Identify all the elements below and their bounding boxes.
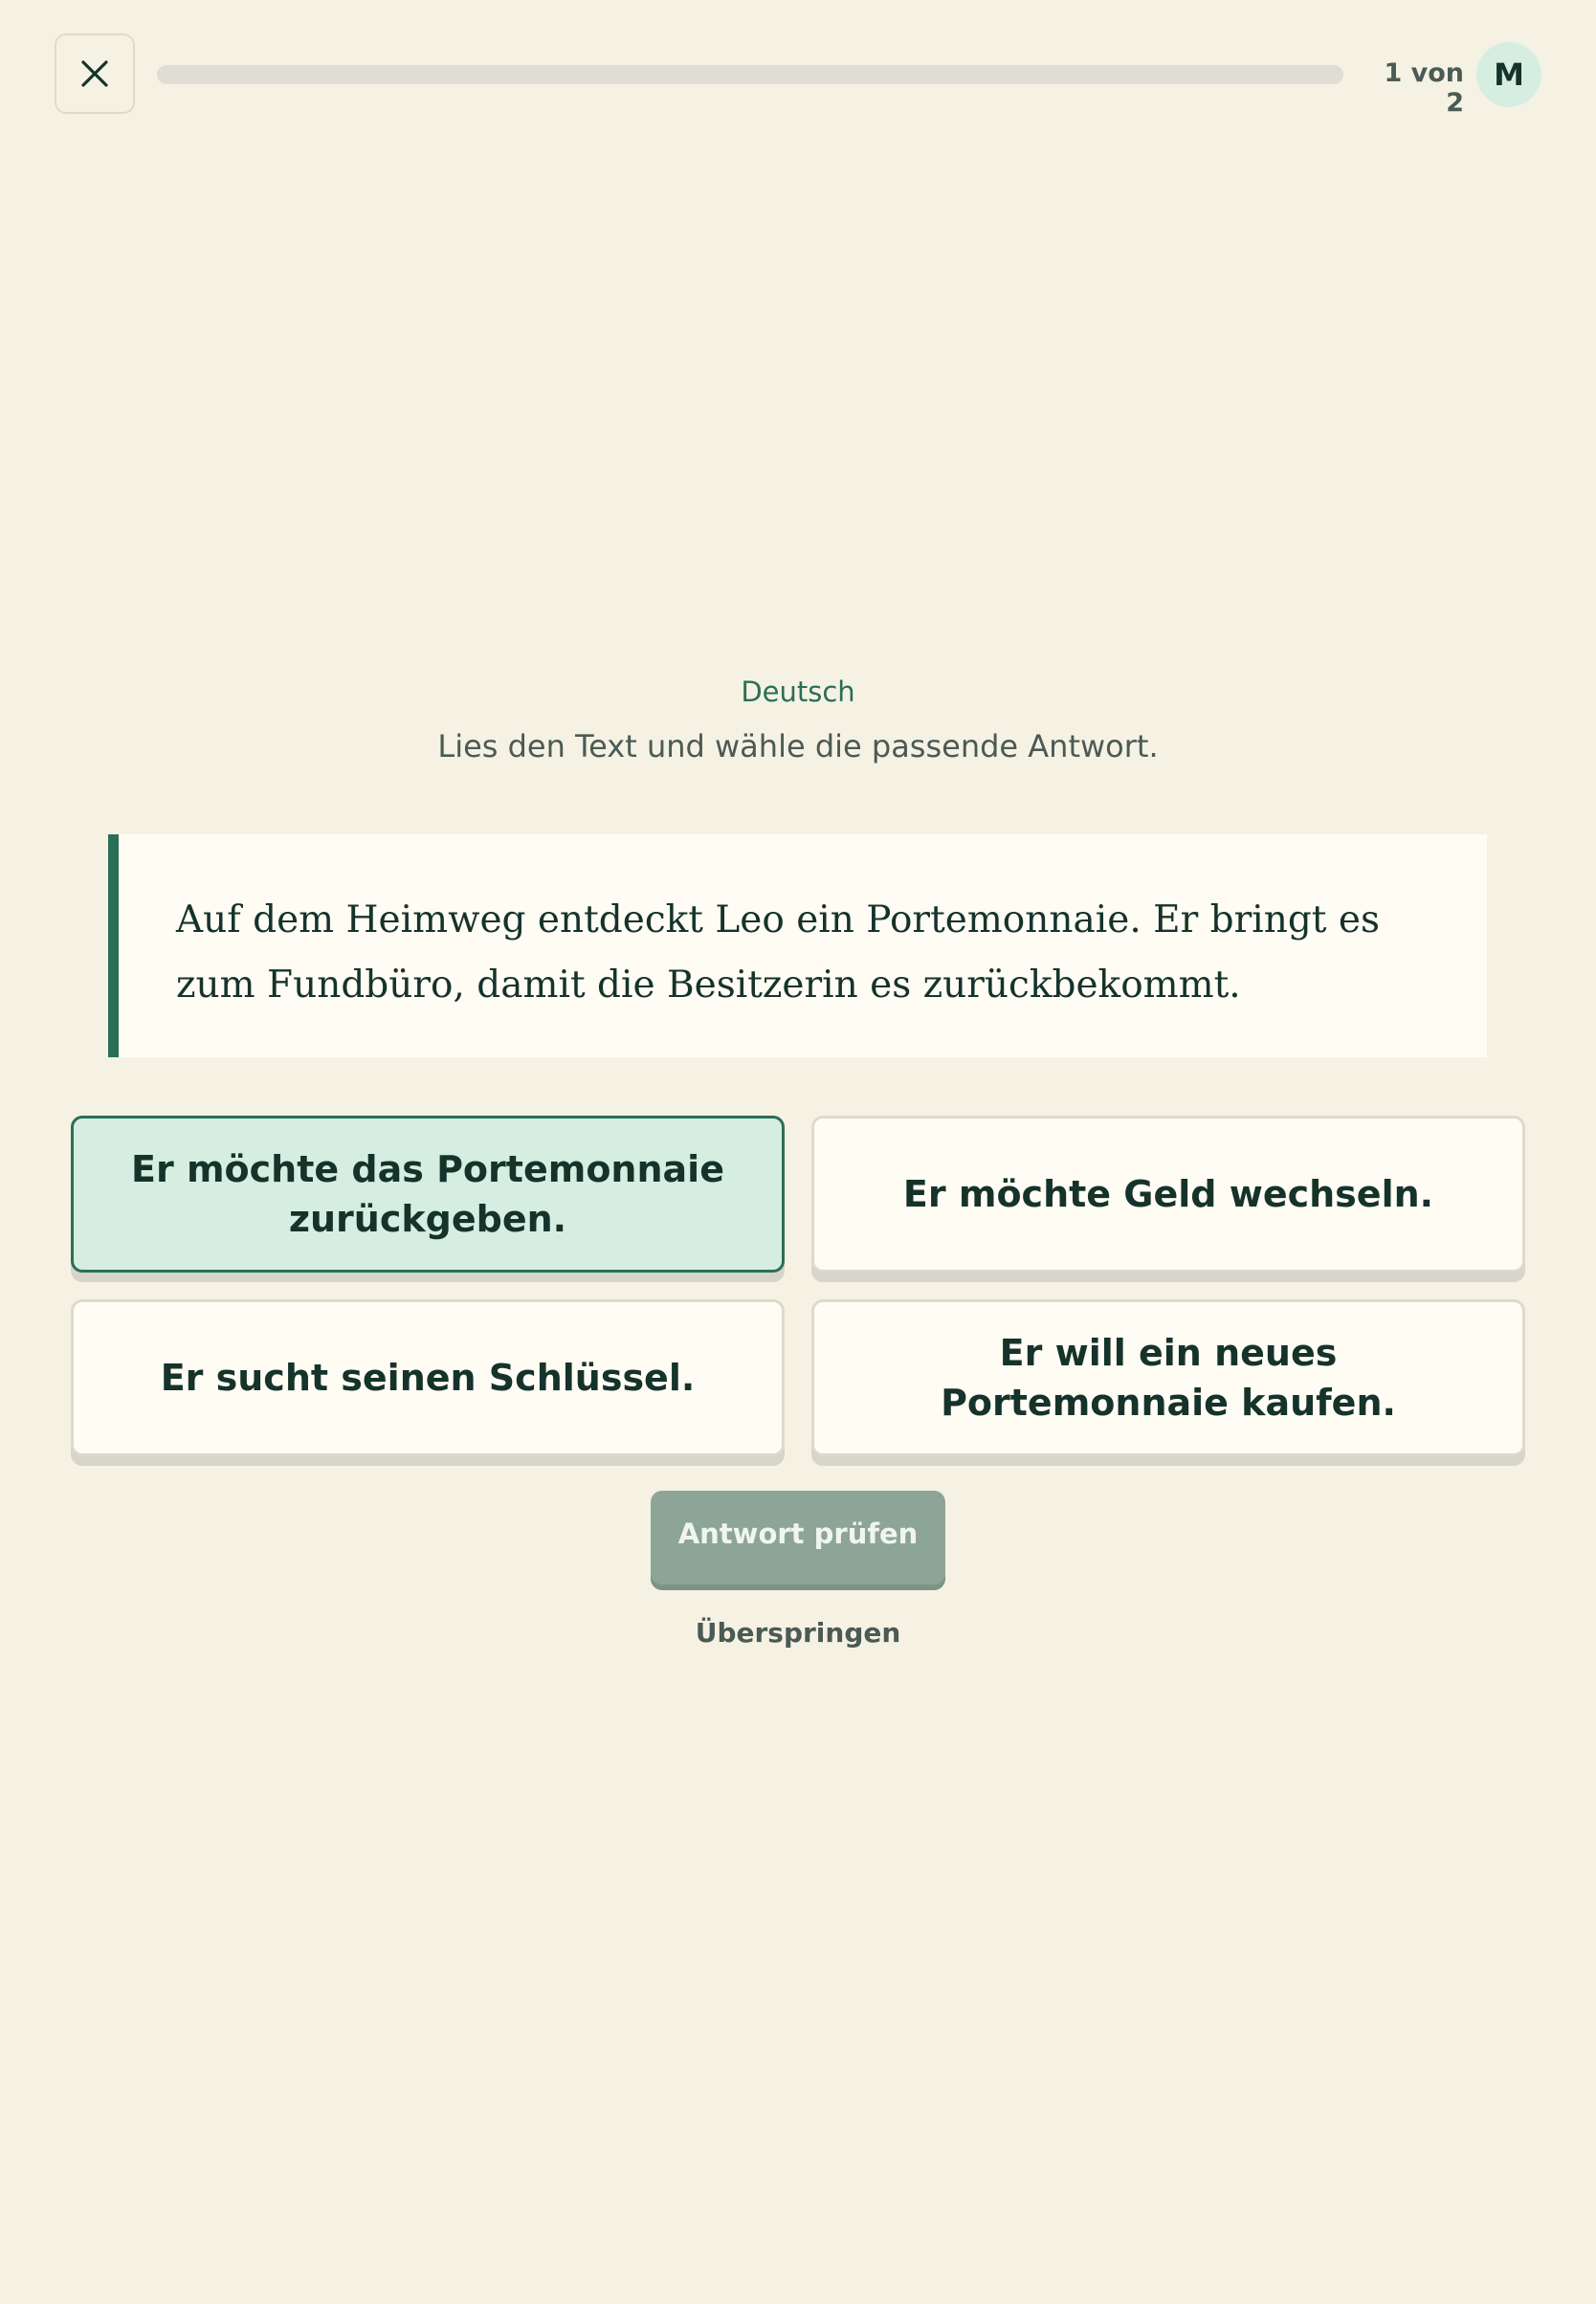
answer-option-2[interactable] — [811, 1116, 1525, 1273]
answer-option-3[interactable] — [71, 1299, 785, 1456]
close-icon — [80, 59, 109, 88]
answer-option-4[interactable] — [811, 1299, 1525, 1456]
instruction-text: Lies den Text und wähle die passende Antwort. — [437, 728, 1159, 764]
check-answer-button[interactable]: Antwort prüfen — [651, 1491, 945, 1584]
answer-option-1[interactable] — [71, 1116, 785, 1273]
subject-label: Deutsch — [741, 676, 855, 708]
avatar[interactable]: M — [1476, 42, 1541, 107]
close-button[interactable] — [55, 33, 135, 114]
answer-option-label: Er sucht seinen Schlüssel. — [160, 1357, 696, 1399]
question-counter: 1 von 2 — [1384, 58, 1464, 118]
answer-option-label: Er möchte das Portemonnaie zurückgeben. — [131, 1148, 724, 1240]
answer-option-label: Er will ein neues Portemonnaie kaufen. — [941, 1332, 1396, 1424]
progress-bar — [157, 65, 1343, 84]
answer-option-label: Er möchte Geld wechseln. — [902, 1173, 1434, 1215]
skip-button[interactable]: Überspringen — [695, 1617, 901, 1649]
reading-passage: Auf dem Heimweg entdeckt Leo ein Portemonnaie. Er bringt es zum Fundbüro, damit die Besitzerin es zurückbekommt. — [108, 834, 1487, 1057]
